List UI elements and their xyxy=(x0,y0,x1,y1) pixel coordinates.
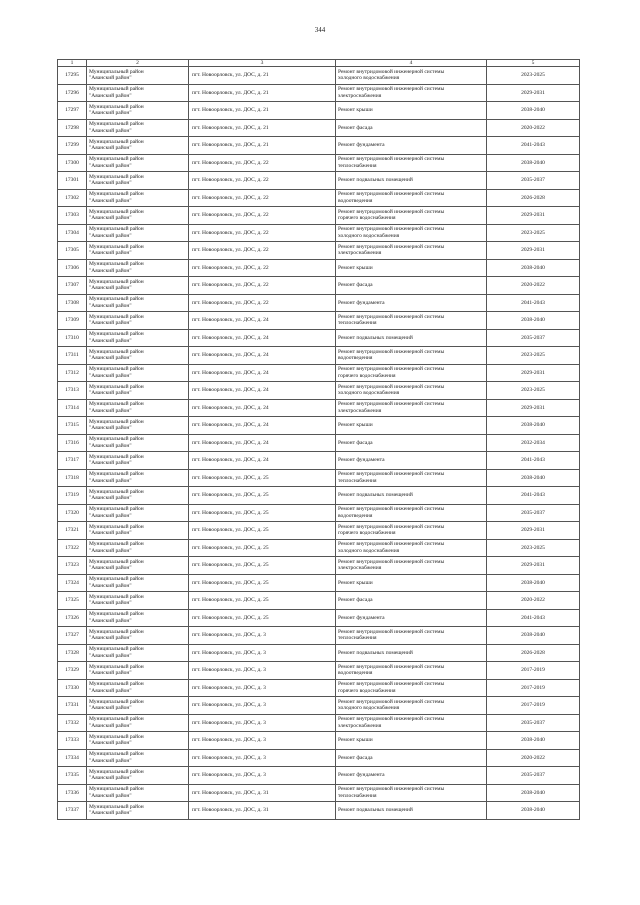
address-cell: пгт. Новоорловск, ул. ДОС, д. 3 xyxy=(189,714,336,732)
row-number-cell: 17312 xyxy=(58,364,87,382)
work-type-cell: Ремонт внутридомовой инженерной системы электроснабжения xyxy=(336,557,487,575)
table-row xyxy=(58,102,580,120)
address-cell: пгт. Новоорловск, ул. ДОС, д. 24 xyxy=(189,399,336,417)
row-number-cell: 17322 xyxy=(58,539,87,557)
table-row xyxy=(58,469,580,487)
work-type-cell: Ремонт внутридомовой инженерной системы электроснабжения xyxy=(336,242,487,260)
address-cell: пгт. Новоорловск, ул. ДОС, д. 25 xyxy=(189,487,336,505)
period-cell: 2029-2031 xyxy=(487,364,580,382)
table-row xyxy=(58,592,580,610)
period-cell: 2020-2022 xyxy=(487,592,580,610)
table-row xyxy=(58,662,580,680)
address-cell: пгт. Новоорловск, ул. ДОС, д. 25 xyxy=(189,609,336,627)
work-type-cell: Ремонт внутридомовой инженерной системы водоотведения xyxy=(336,347,487,365)
row-number-cell: 17313 xyxy=(58,382,87,400)
column-header-address: 3 xyxy=(189,60,336,67)
table-row xyxy=(58,277,580,295)
row-number-cell: 17324 xyxy=(58,574,87,592)
row-number-cell: 17328 xyxy=(58,644,87,662)
row-number-cell: 17316 xyxy=(58,434,87,452)
district-cell: Муниципальный район "Аяанский район" xyxy=(87,67,189,85)
work-type-cell: Ремонт фундамента xyxy=(336,294,487,312)
work-type-cell: Ремонт внутридомовой инженерной системы электроснабжения xyxy=(336,399,487,417)
period-cell: 2041-2043 xyxy=(487,452,580,470)
address-cell: пгт. Новоорловск, ул. ДОС, д. 24 xyxy=(189,382,336,400)
period-cell: 2035-2037 xyxy=(487,714,580,732)
period-cell: 2023-2025 xyxy=(487,67,580,85)
table-row xyxy=(58,329,580,347)
address-cell: пгт. Новоорловск, ул. ДОС, д. 22 xyxy=(189,224,336,242)
work-type-cell: Ремонт фасада xyxy=(336,277,487,295)
period-cell: 2038-2040 xyxy=(487,732,580,750)
header-row xyxy=(58,60,580,67)
district-cell: Муниципальный район "Аяанский район" xyxy=(87,417,189,435)
work-type-cell: Ремонт крыши xyxy=(336,417,487,435)
row-number-cell: 17314 xyxy=(58,399,87,417)
address-cell: пгт. Новоорловск, ул. ДОС, д. 3 xyxy=(189,732,336,750)
district-cell: Муниципальный район "Аяанский район" xyxy=(87,364,189,382)
address-cell: пгт. Новоорловск, ул. ДОС, д. 31 xyxy=(189,784,336,802)
district-cell: Муниципальный район "Аяанский район" xyxy=(87,627,189,645)
district-cell: Муниципальный район "Аяанский район" xyxy=(87,802,189,820)
address-cell: пгт. Новоорловск, ул. ДОС, д. 21 xyxy=(189,67,336,85)
table-row xyxy=(58,347,580,365)
table-row xyxy=(58,714,580,732)
period-cell: 2038-2040 xyxy=(487,154,580,172)
district-cell: Муниципальный район "Аяанский район" xyxy=(87,574,189,592)
district-cell: Муниципальный район "Аяанский район" xyxy=(87,259,189,277)
address-cell: пгт. Новоорловск, ул. ДОС, д. 24 xyxy=(189,329,336,347)
address-cell: пгт. Новоорловск, ул. ДОС, д. 22 xyxy=(189,172,336,190)
table-row xyxy=(58,364,580,382)
table-row xyxy=(58,382,580,400)
period-cell: 2023-2025 xyxy=(487,224,580,242)
address-cell: пгт. Новоорловск, ул. ДОС, д. 3 xyxy=(189,749,336,767)
row-number-cell: 17325 xyxy=(58,592,87,610)
address-cell: пгт. Новоорловск, ул. ДОС, д. 3 xyxy=(189,697,336,715)
district-cell: Муниципальный район "Аяанский район" xyxy=(87,312,189,330)
address-cell: пгт. Новоорловск, ул. ДОС, д. 24 xyxy=(189,417,336,435)
address-cell: пгт. Новоорловск, ул. ДОС, д. 22 xyxy=(189,294,336,312)
row-number-cell: 17305 xyxy=(58,242,87,260)
row-number-cell: 17331 xyxy=(58,697,87,715)
address-cell: пгт. Новоорловск, ул. ДОС, д. 3 xyxy=(189,644,336,662)
district-cell: Муниципальный район "Аяанский район" xyxy=(87,242,189,260)
row-number-cell: 17315 xyxy=(58,417,87,435)
period-cell: 2041-2043 xyxy=(487,137,580,155)
work-type-cell: Ремонт внутридомовой инженерной системы теплоснабжения xyxy=(336,627,487,645)
table-row xyxy=(58,697,580,715)
table-row xyxy=(58,749,580,767)
work-type-cell: Ремонт внутридомовой инженерной системы водоотведения xyxy=(336,189,487,207)
address-cell: пгт. Новоорловск, ул. ДОС, д. 22 xyxy=(189,242,336,260)
address-cell: пгт. Новоорловск, ул. ДОС, д. 24 xyxy=(189,347,336,365)
district-cell: Муниципальный район "Аяанский район" xyxy=(87,784,189,802)
work-type-cell: Ремонт внутридомовой инженерной системы электроснабжения xyxy=(336,714,487,732)
district-cell: Муниципальный район "Аяанский район" xyxy=(87,767,189,785)
address-cell: пгт. Новоорловск, ул. ДОС, д. 22 xyxy=(189,154,336,172)
row-number-cell: 17335 xyxy=(58,767,87,785)
work-type-cell: Ремонт фундамента xyxy=(336,452,487,470)
period-cell: 2023-2025 xyxy=(487,382,580,400)
work-type-cell: Ремонт внутридомовой инженерной системы холодного водоснабжения xyxy=(336,539,487,557)
period-cell: 2029-2031 xyxy=(487,84,580,102)
table-row xyxy=(58,487,580,505)
address-cell: пгт. Новоорловск, ул. ДОС, д. 3 xyxy=(189,662,336,680)
period-cell: 2026-2028 xyxy=(487,189,580,207)
row-number-cell: 17311 xyxy=(58,347,87,365)
district-cell: Муниципальный район "Аяанский район" xyxy=(87,382,189,400)
period-cell: 2017-2019 xyxy=(487,679,580,697)
work-type-cell: Ремонт фасада xyxy=(336,119,487,137)
work-type-cell: Ремонт внутридомовой инженерной системы водоотведения xyxy=(336,504,487,522)
table-row xyxy=(58,119,580,137)
address-cell: пгт. Новоорловск, ул. ДОС, д. 3 xyxy=(189,627,336,645)
address-cell: пгт. Новоорловск, ул. ДОС, д. 25 xyxy=(189,557,336,575)
row-number-cell: 17336 xyxy=(58,784,87,802)
work-type-cell: Ремонт внутридомовой инженерной системы горячего водоснабжения xyxy=(336,679,487,697)
work-type-cell: Ремонт внутридомовой инженерной системы водоотведения xyxy=(336,662,487,680)
work-type-cell: Ремонт внутридомовой инженерной системы холодного водоснабжения xyxy=(336,382,487,400)
table-row xyxy=(58,802,580,820)
work-type-cell: Ремонт фасада xyxy=(336,592,487,610)
row-number-cell: 17309 xyxy=(58,312,87,330)
period-cell: 2041-2043 xyxy=(487,487,580,505)
row-number-cell: 17329 xyxy=(58,662,87,680)
table-row xyxy=(58,242,580,260)
row-number-cell: 17317 xyxy=(58,452,87,470)
work-type-cell: Ремонт крыши xyxy=(336,102,487,120)
address-cell: пгт. Новоорловск, ул. ДОС, д. 21 xyxy=(189,137,336,155)
address-cell: пгт. Новоорловск, ул. ДОС, д. 25 xyxy=(189,504,336,522)
district-cell: Муниципальный район "Аяанский район" xyxy=(87,644,189,662)
table-row xyxy=(58,609,580,627)
table-row xyxy=(58,539,580,557)
address-cell: пгт. Новоорловск, ул. ДОС, д. 21 xyxy=(189,84,336,102)
period-cell: 2029-2031 xyxy=(487,522,580,540)
work-type-cell: Ремонт внутридомовой инженерной системы горячего водоснабжения xyxy=(336,207,487,225)
period-cell: 2035-2037 xyxy=(487,767,580,785)
period-cell: 2023-2025 xyxy=(487,539,580,557)
column-header-work: 4 xyxy=(336,60,487,67)
work-type-cell: Ремонт внутридомовой инженерной системы теплоснабжения xyxy=(336,784,487,802)
district-cell: Муниципальный район "Аяанский район" xyxy=(87,119,189,137)
period-cell: 2017-2019 xyxy=(487,662,580,680)
row-number-cell: 17326 xyxy=(58,609,87,627)
district-cell: Муниципальный район "Аяанский район" xyxy=(87,137,189,155)
period-cell: 2020-2022 xyxy=(487,749,580,767)
row-number-cell: 17319 xyxy=(58,487,87,505)
row-number-cell: 17334 xyxy=(58,749,87,767)
period-cell: 2038-2040 xyxy=(487,312,580,330)
work-type-cell: Ремонт подвальных помещений xyxy=(336,329,487,347)
period-cell: 2038-2040 xyxy=(487,417,580,435)
district-cell: Муниципальный район "Аяанский район" xyxy=(87,102,189,120)
period-cell: 2023-2025 xyxy=(487,347,580,365)
row-number-cell: 17308 xyxy=(58,294,87,312)
period-cell: 2020-2022 xyxy=(487,277,580,295)
work-type-cell: Ремонт подвальных помещений xyxy=(336,172,487,190)
address-cell: пгт. Новоорловск, ул. ДОС, д. 25 xyxy=(189,469,336,487)
address-cell: пгт. Новоорловск, ул. ДОС, д. 25 xyxy=(189,574,336,592)
row-number-cell: 17318 xyxy=(58,469,87,487)
district-cell: Муниципальный район "Аяанский район" xyxy=(87,399,189,417)
row-number-cell: 17310 xyxy=(58,329,87,347)
table-row xyxy=(58,224,580,242)
table-row xyxy=(58,154,580,172)
column-header-period: 5 xyxy=(487,60,580,67)
period-cell: 2041-2043 xyxy=(487,609,580,627)
period-cell: 2035-2037 xyxy=(487,329,580,347)
table-row xyxy=(58,137,580,155)
table-row xyxy=(58,84,580,102)
address-cell: пгт. Новоорловск, ул. ДОС, д. 25 xyxy=(189,592,336,610)
district-cell: Муниципальный район "Аяанский район" xyxy=(87,714,189,732)
district-cell: Муниципальный район "Аяанский район" xyxy=(87,662,189,680)
table-row xyxy=(58,732,580,750)
row-number-cell: 17296 xyxy=(58,84,87,102)
period-cell: 2020-2022 xyxy=(487,119,580,137)
row-number-cell: 17299 xyxy=(58,137,87,155)
address-cell: пгт. Новоорловск, ул. ДОС, д. 3 xyxy=(189,767,336,785)
work-type-cell: Ремонт внутридомовой инженерной системы электроснабжения xyxy=(336,84,487,102)
address-cell: пгт. Новоорловск, ул. ДОС, д. 25 xyxy=(189,539,336,557)
row-number-cell: 17300 xyxy=(58,154,87,172)
column-header-number: 1 xyxy=(58,60,87,67)
table-row xyxy=(58,522,580,540)
district-cell: Муниципальный район "Аяанский район" xyxy=(87,277,189,295)
district-cell: Муниципальный район "Аяанский район" xyxy=(87,189,189,207)
district-cell: Муниципальный район "Аяанский район" xyxy=(87,697,189,715)
period-cell: 2035-2037 xyxy=(487,172,580,190)
district-cell: Муниципальный район "Аяанский район" xyxy=(87,679,189,697)
work-type-cell: Ремонт внутридомовой инженерной системы холодного водоснабжения xyxy=(336,67,487,85)
district-cell: Муниципальный район "Аяанский район" xyxy=(87,434,189,452)
period-cell: 2041-2043 xyxy=(487,294,580,312)
period-cell: 2038-2040 xyxy=(487,784,580,802)
table-row xyxy=(58,504,580,522)
address-cell: пгт. Новоорловск, ул. ДОС, д. 22 xyxy=(189,259,336,277)
row-number-cell: 17337 xyxy=(58,802,87,820)
period-cell: 2038-2040 xyxy=(487,574,580,592)
period-cell: 2038-2040 xyxy=(487,259,580,277)
table-row xyxy=(58,172,580,190)
period-cell: 2029-2031 xyxy=(487,557,580,575)
row-number-cell: 17320 xyxy=(58,504,87,522)
table-row xyxy=(58,259,580,277)
district-cell: Муниципальный район "Аяанский район" xyxy=(87,487,189,505)
table-row xyxy=(58,557,580,575)
district-cell: Муниципальный район "Аяанский район" xyxy=(87,557,189,575)
work-type-cell: Ремонт внутридомовой инженерной системы горячего водоснабжения xyxy=(336,364,487,382)
address-cell: пгт. Новоорловск, ул. ДОС, д. 21 xyxy=(189,102,336,120)
work-type-cell: Ремонт внутридомовой инженерной системы теплоснабжения xyxy=(336,154,487,172)
work-type-cell: Ремонт фундамента xyxy=(336,137,487,155)
row-number-cell: 17333 xyxy=(58,732,87,750)
row-number-cell: 17306 xyxy=(58,259,87,277)
table-row xyxy=(58,627,580,645)
row-number-cell: 17301 xyxy=(58,172,87,190)
table-row xyxy=(58,452,580,470)
row-number-cell: 17332 xyxy=(58,714,87,732)
district-cell: Муниципальный район "Аяанский район" xyxy=(87,749,189,767)
district-cell: Муниципальный район "Аяанский район" xyxy=(87,224,189,242)
district-cell: Муниципальный район "Аяанский район" xyxy=(87,469,189,487)
address-cell: пгт. Новоорловск, ул. ДОС, д. 24 xyxy=(189,312,336,330)
address-cell: пгт. Новоорловск, ул. ДОС, д. 22 xyxy=(189,277,336,295)
work-type-cell: Ремонт крыши xyxy=(336,259,487,277)
district-cell: Муниципальный район "Аяанский район" xyxy=(87,172,189,190)
district-cell: Муниципальный район "Аяанский район" xyxy=(87,154,189,172)
work-type-cell: Ремонт внутридомовой инженерной системы теплоснабжения xyxy=(336,469,487,487)
table-row xyxy=(58,312,580,330)
table-row xyxy=(58,189,580,207)
row-number-cell: 17297 xyxy=(58,102,87,120)
address-cell: пгт. Новоорловск, ул. ДОС, д. 24 xyxy=(189,364,336,382)
column-header-district: 2 xyxy=(87,60,189,67)
page-number: 344 xyxy=(314,26,326,34)
period-cell: 2038-2040 xyxy=(487,102,580,120)
district-cell: Муниципальный район "Аяанский район" xyxy=(87,452,189,470)
row-number-cell: 17323 xyxy=(58,557,87,575)
district-cell: Муниципальный район "Аяанский район" xyxy=(87,592,189,610)
period-cell: 2026-2028 xyxy=(487,644,580,662)
table-row xyxy=(58,574,580,592)
district-cell: Муниципальный район "Аяанский район" xyxy=(87,329,189,347)
district-cell: Муниципальный район "Аяанский район" xyxy=(87,609,189,627)
row-number-cell: 17304 xyxy=(58,224,87,242)
work-type-cell: Ремонт внутридомовой инженерной системы холодного водоснабжения xyxy=(336,697,487,715)
period-cell: 2032-2034 xyxy=(487,434,580,452)
row-number-cell: 17303 xyxy=(58,207,87,225)
address-cell: пгт. Новоорловск, ул. ДОС, д. 25 xyxy=(189,522,336,540)
period-cell: 2017-2019 xyxy=(487,697,580,715)
row-number-cell: 17295 xyxy=(58,67,87,85)
row-number-cell: 17302 xyxy=(58,189,87,207)
table-row xyxy=(58,399,580,417)
period-cell: 2038-2040 xyxy=(487,802,580,820)
work-type-cell: Ремонт фасада xyxy=(336,749,487,767)
work-type-cell: Ремонт крыши xyxy=(336,574,487,592)
work-type-cell: Ремонт подвальных помещений xyxy=(336,487,487,505)
address-cell: пгт. Новоорловск, ул. ДОС, д. 22 xyxy=(189,207,336,225)
period-cell: 2038-2040 xyxy=(487,469,580,487)
work-type-cell: Ремонт внутридомовой инженерной системы горячего водоснабжения xyxy=(336,522,487,540)
table-row xyxy=(58,67,580,85)
address-cell: пгт. Новоорловск, ул. ДОС, д. 22 xyxy=(189,189,336,207)
work-type-cell: Ремонт фундамента xyxy=(336,767,487,785)
district-cell: Муниципальный район "Аяанский район" xyxy=(87,732,189,750)
work-type-cell: Ремонт фундамента xyxy=(336,609,487,627)
district-cell: Муниципальный район "Аяанский район" xyxy=(87,539,189,557)
work-type-cell: Ремонт фасада xyxy=(336,434,487,452)
period-cell: 2038-2040 xyxy=(487,627,580,645)
work-type-cell: Ремонт подвальных помещений xyxy=(336,802,487,820)
district-cell: Муниципальный район "Аяанский район" xyxy=(87,504,189,522)
period-cell: 2035-2037 xyxy=(487,504,580,522)
work-type-cell: Ремонт внутридомовой инженерной системы холодного водоснабжения xyxy=(336,224,487,242)
table-row xyxy=(58,679,580,697)
period-cell: 2029-2031 xyxy=(487,399,580,417)
row-number-cell: 17327 xyxy=(58,627,87,645)
table-row xyxy=(58,644,580,662)
table-row xyxy=(58,207,580,225)
row-number-cell: 17307 xyxy=(58,277,87,295)
district-cell: Муниципальный район "Аяанский район" xyxy=(87,294,189,312)
address-cell: пгт. Новоорловск, ул. ДОС, д. 24 xyxy=(189,434,336,452)
table-row xyxy=(58,784,580,802)
period-cell: 2029-2031 xyxy=(487,207,580,225)
table-row xyxy=(58,417,580,435)
district-cell: Муниципальный район "Аяанский район" xyxy=(87,522,189,540)
district-cell: Муниципальный район "Аяанский район" xyxy=(87,207,189,225)
capital-repair-table xyxy=(57,59,580,820)
row-number-cell: 17321 xyxy=(58,522,87,540)
address-cell: пгт. Новоорловск, ул. ДОС, д. 3 xyxy=(189,679,336,697)
table-row xyxy=(58,434,580,452)
table-row xyxy=(58,767,580,785)
address-cell: пгт. Новоорловск, ул. ДОС, д. 21 xyxy=(189,119,336,137)
address-cell: пгт. Новоорловск, ул. ДОС, д. 24 xyxy=(189,452,336,470)
table-row xyxy=(58,294,580,312)
work-type-cell: Ремонт подвальных помещений xyxy=(336,644,487,662)
work-type-cell: Ремонт крыши xyxy=(336,732,487,750)
row-number-cell: 17298 xyxy=(58,119,87,137)
row-number-cell: 17330 xyxy=(58,679,87,697)
district-cell: Муниципальный район "Аяанский район" xyxy=(87,84,189,102)
district-cell: Муниципальный район "Аяанский район" xyxy=(87,347,189,365)
address-cell: пгт. Новоорловск, ул. ДОС, д. 31 xyxy=(189,802,336,820)
period-cell: 2029-2031 xyxy=(487,242,580,260)
work-type-cell: Ремонт внутридомовой инженерной системы теплоснабжения xyxy=(336,312,487,330)
